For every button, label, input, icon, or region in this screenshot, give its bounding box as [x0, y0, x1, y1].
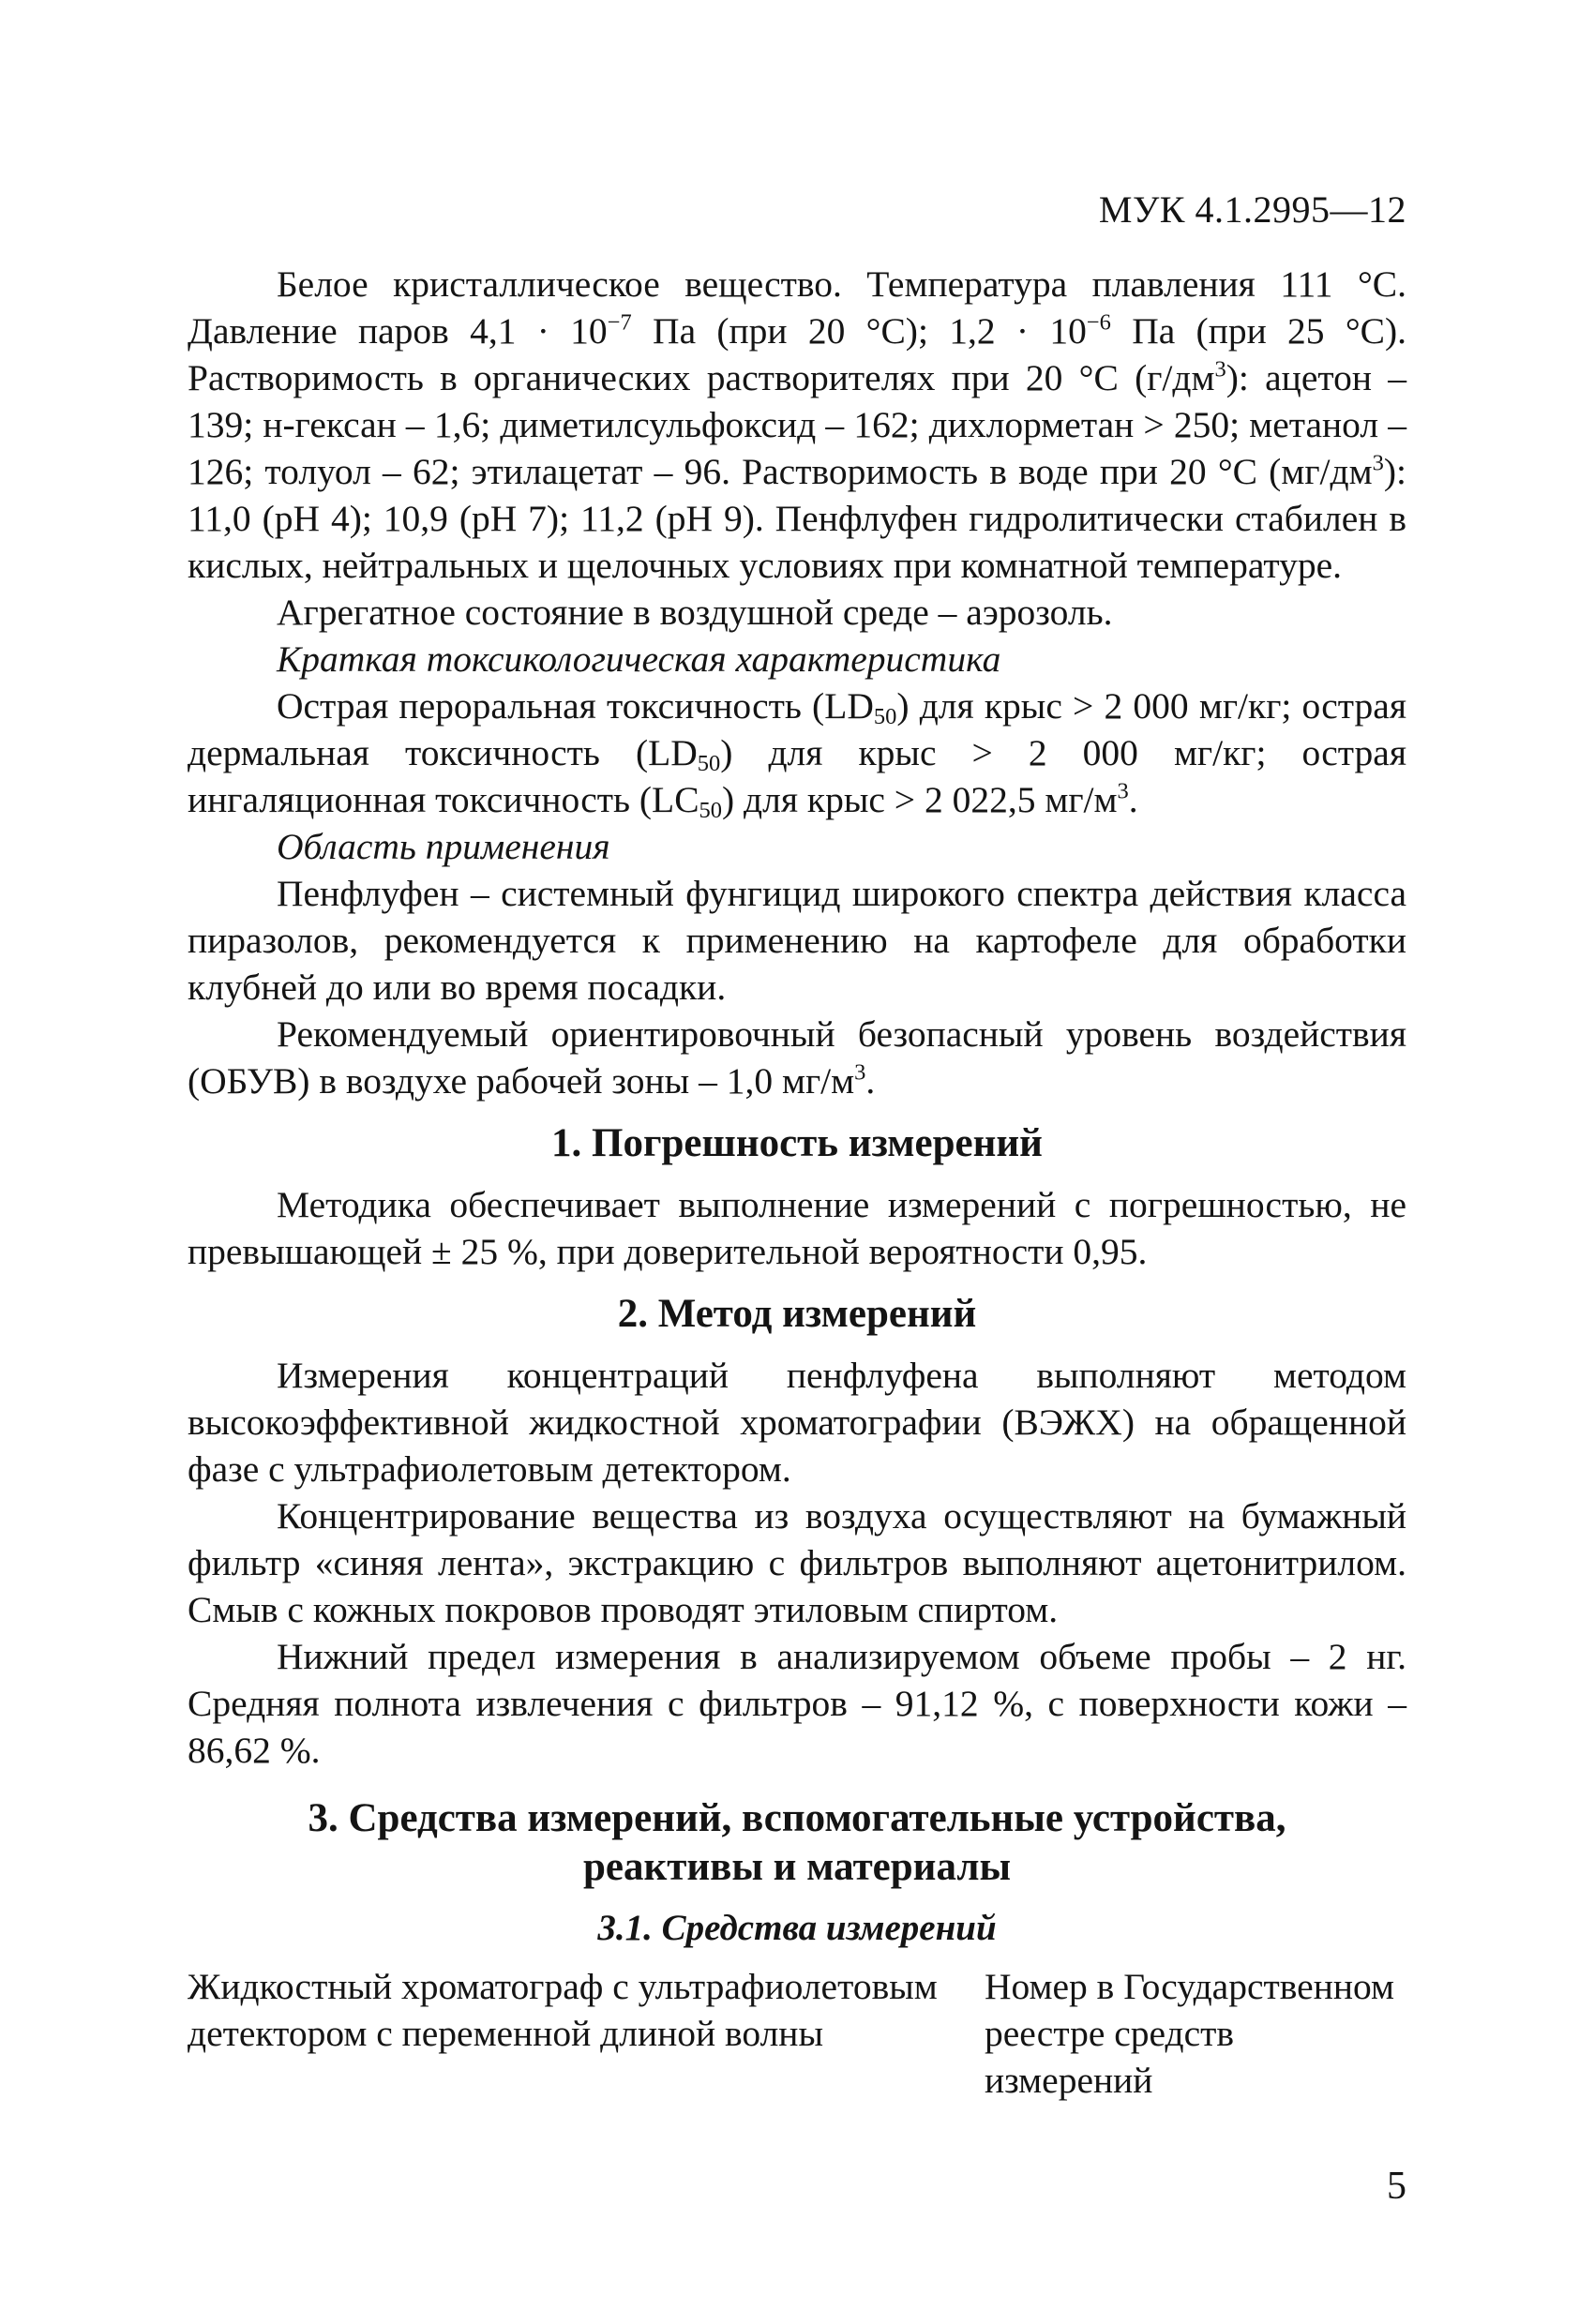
page-content [188, 261, 1406, 2104]
section-1-paragraph: Методика обеспечивает выполнение измерений с погрешностью, не превышающей ± 25 %, при доверительной вероятности 0,95. [188, 1184, 1406, 1272]
application-paragraph: Пенфлуфен – системный фунгицид широкого спектра действия класса пиразолов, рекомендуется к применению на картофеле для обработки клубней до или во время посадки. [188, 873, 1406, 1008]
instruments-row [188, 1963, 1406, 2104]
section-2-paragraph-1: Измерения концентраций пенфлуфена выполняют методом высокоэффективной жидкостной хроматографии (ВЭЖХ) на обращенной фазе с ультрафиолетовым детектором. [188, 1355, 1406, 1490]
obuv-paragraph: Рекомендуемый ориентировочный безопасный уровень воздействия (ОБУВ) в воздухе рабочей зоны – 1,0 $мг/м^3$. [188, 1013, 1406, 1102]
instrument-description: Жидкостный хроматограф с ультрафиолетовым детектором с переменной длиной волны [188, 1966, 938, 2054]
subsection-3-1-title: 3.1. Средства измерений [597, 1908, 997, 1948]
application-heading: Область применения [277, 826, 610, 867]
properties-paragraph: Белое кристаллическое вещество. Температура плавления 111 °С. Давление паров $4,1 \cdot 10^{-7}$ Па (при 20 °С); $1,2 \cdot 10^{-6}$ Па (при 25 °С). Растворимость в органических растворителях при 20 °С $(г/дм^3)$: ацетон – 139; н-гексан – 1,6; диметилсульфоксид – 162; дихлорметан > 250; метанол – 126; толуол – 62; этилацетат – 96. Растворимость в воде при 20 °С $(мг/дм^3)$: 11,0 (рН 4); 10,9 (рН 7); 11,2 (рН 9). Пенфлуфен гидролитически стабилен в кислых, нейтральных и щелочных условиях при комнатной температуре. [188, 263, 1406, 586]
page-number: 5 [1387, 2165, 1406, 2208]
toxicology-paragraph: Острая пероральная токсичность $(LD_{50})$ для крыс > 2 000 мг/кг; острая дермальная токсичность $(LD_{50})$ для крыс > 2 000 мг/кг; острая ингаляционная токсичность $(LC_{50})$ для крыс > 2 022,5 $мг/м^3$. [188, 685, 1407, 824]
section-2-title: 2. Метод измерений [617, 1292, 977, 1336]
section-1-title: 1. Погрешность измерений [551, 1121, 1043, 1165]
registry-number-column: Номер в Государственном реестре средств измерений [985, 1966, 1394, 2101]
section-2-paragraph-3: Нижний предел измерения в анализируемом объеме пробы – 2 нг. Средняя полнота извлечения с фильтров – 91,12 %, с поверхности кожи – 86,62 %. [188, 1636, 1406, 1771]
section-2-paragraph-2: Концентрирование вещества из воздуха осуществляют на бумажный фильтр «синяя лента», экстракцию с фильтров выполняют ацетонитрилом. Смыв с кожных покровов проводят этиловым спиртом. [188, 1495, 1406, 1630]
document-code-header: МУК 4.1.2995—12 [1098, 188, 1406, 231]
section-3-title: 3. Средства измерений, вспомогательные устройства, реактивы и материалы [308, 1796, 1286, 1889]
aggregate-state-paragraph: Агрегатное состояние в воздушной среде – аэрозоль. [277, 592, 1113, 633]
toxicology-heading: Краткая токсикологическая характеристика [277, 638, 1001, 680]
